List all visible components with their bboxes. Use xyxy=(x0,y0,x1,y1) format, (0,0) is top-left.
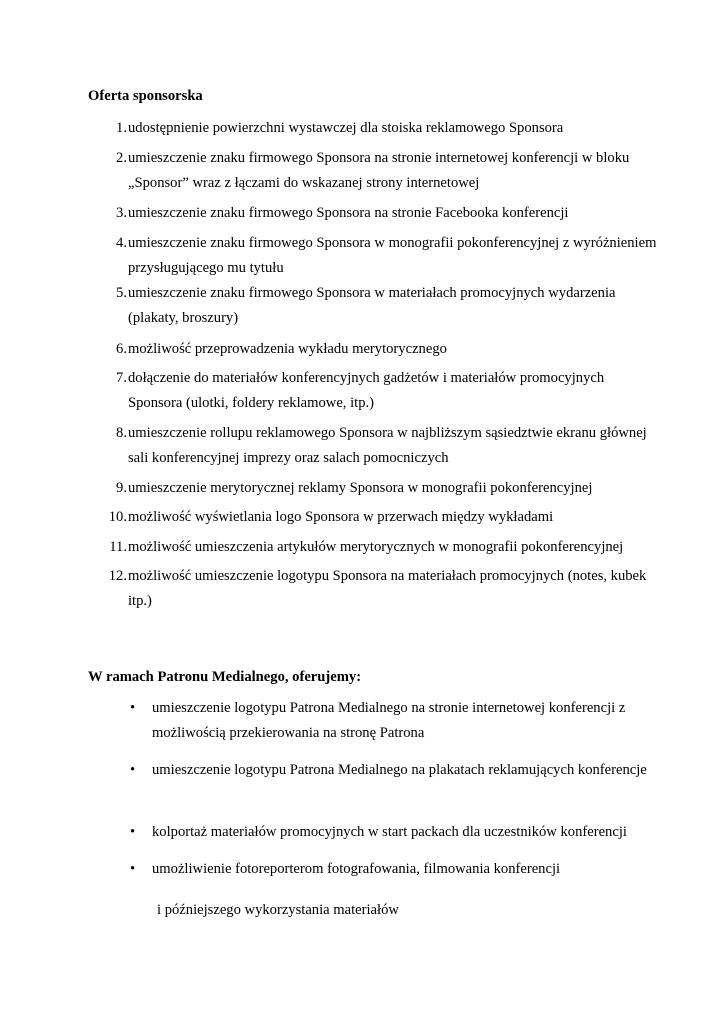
bullet-icon: • xyxy=(130,762,136,778)
bullet-icon: • xyxy=(130,700,136,716)
list-item-continuation: i późniejszego wykorzystania materiałów xyxy=(157,902,399,918)
list-item-number: 6. xyxy=(116,341,127,357)
sponsor-offer-heading: Oferta sponsorska xyxy=(88,88,203,104)
list-item-number: 3. xyxy=(116,205,127,221)
list-item-number: 2. xyxy=(116,150,127,166)
list-item-number: 5. xyxy=(116,285,127,301)
list-item-number: 10. xyxy=(108,509,127,525)
list-item-text: możliwość umieszczenia artykułów merytorycznych w monografii pokonferencyjnej xyxy=(128,539,624,555)
list-item-number: 4. xyxy=(116,235,127,251)
list-item-text: umieszczenie znaku firmowego Sponsora na stronie internetowej konferencji w bloku „Sponsor” wraz z łączami do wskazanej strony internetowej xyxy=(128,150,630,191)
list-item-number: 12. xyxy=(108,568,127,584)
list-item-number: 1. xyxy=(116,120,127,136)
bullet-icon: • xyxy=(130,861,136,877)
media-patron-heading: W ramach Patronu Medialnego, oferujemy: xyxy=(88,669,362,685)
list-item-number: 11. xyxy=(109,539,127,555)
list-item-text: umieszczenie merytorycznej reklamy Sponsora w monografii pokonferencyjnej xyxy=(128,480,593,496)
list-item-text: możliwość wyświetlania logo Sponsora w przerwach między wykładami xyxy=(128,509,554,525)
list-item-text: umieszczenie logotypu Patrona Medialnego na plakatach reklamujących konferencje xyxy=(152,762,647,778)
list-item-text: umieszczenie rollupu reklamowego Sponsora w najbliższym sąsiedztwie ekranu głównej sali konferencyjnej imprezy oraz salach pomocniczych xyxy=(128,425,647,466)
list-item-text: kolportaż materiałów promocyjnych w start packach dla uczestników konferencji xyxy=(152,824,627,840)
list-item-text: umożliwienie fotoreporterom fotografowania, filmowania konferencji xyxy=(152,861,561,877)
list-item-text: umieszczenie znaku firmowego Sponsora na stronie Facebooka konferencji xyxy=(128,205,569,221)
list-item-number: 8. xyxy=(116,425,127,441)
list-item-number: 7. xyxy=(116,370,127,386)
list-item-text: umieszczenie znaku firmowego Sponsora w materiałach promocyjnych wydarzenia (plakaty, broszury) xyxy=(128,285,616,326)
list-item-text: możliwość umieszczenie logotypu Sponsora na materiałach promocyjnych (notes, kubek itp.) xyxy=(128,568,647,609)
list-item-text: udostępnienie powierzchni wystawczej dla stoiska reklamowego Sponsora xyxy=(128,120,564,136)
bullet-icon: • xyxy=(130,824,136,840)
list-item-text: możliwość przeprowadzenia wykładu merytorycznego xyxy=(128,341,447,357)
list-item-number: 9. xyxy=(116,480,127,496)
list-item-text: dołączenie do materiałów konferencyjnych gadżetów i materiałów promocyjnych Sponsora (ulotki, foldery reklamowe, itp.) xyxy=(128,370,605,411)
list-item-text: umieszczenie logotypu Patrona Medialnego na stronie internetowej konferencji z możliwością przekierowania na stronę Patrona xyxy=(152,700,626,741)
list-item-text: umieszczenie znaku firmowego Sponsora w monografii pokonferencyjnej z wyróżnieniem przysługującego mu tytułu xyxy=(128,235,657,276)
